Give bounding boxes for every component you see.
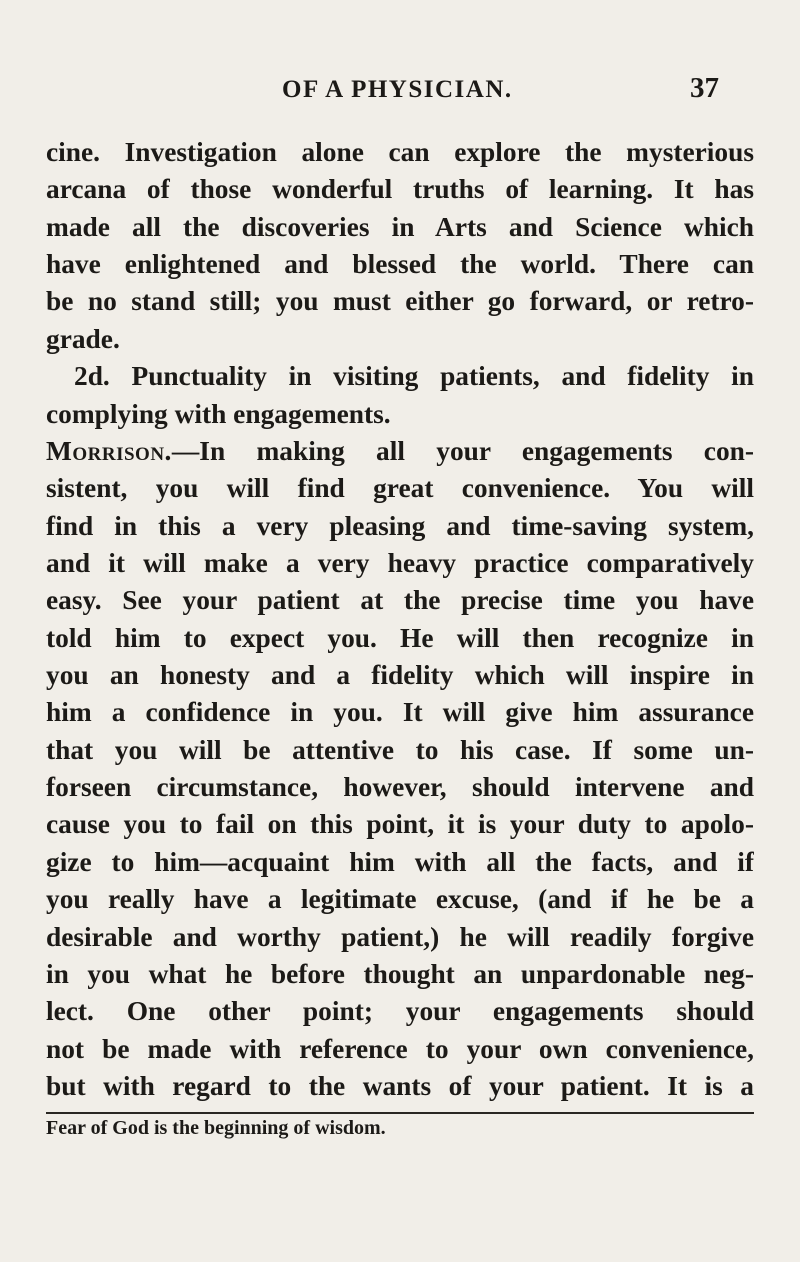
text-line: not be made with reference to your own convenience, [46, 1033, 754, 1064]
text-line: easy. See your patient at the precise time you have [46, 585, 754, 616]
text-line: complying with engagements. [46, 398, 391, 429]
text-line: him a confidence in you. It will give him assurance [46, 697, 754, 728]
text-line: have enlightened and blessed the world. There can [46, 249, 754, 280]
text-line: cause you to fail on this point, it is your duty to apolo- [46, 809, 754, 840]
text-line: you an honesty and a fidelity which will inspire in [46, 660, 754, 691]
text-line: sistent, you will find great convenience. You will [46, 473, 754, 504]
footer-rule [46, 1112, 754, 1114]
text-line: but with regard to the wants of your patient. It is a [46, 1070, 754, 1101]
speaker-text: —In making all your engagements con- [171, 435, 754, 466]
text-line: 2d. Punctuality in visiting patients, and fidelity in [74, 361, 754, 392]
text-line: gize to him—acquaint him with all the facts, and if [46, 846, 754, 877]
footer-motto: Fear of God is the beginning of wisdom. [46, 1117, 386, 1139]
text-line: desirable and worthy patient,) he will readily forgive [46, 921, 754, 952]
text-line: told him to expect you. He will then recognize in [46, 622, 754, 653]
text-line: made all the discoveries in Arts and Science which [46, 211, 754, 242]
page-number: 37 [690, 72, 719, 104]
text-line: and it will make a very heavy practice comparatively [46, 547, 754, 578]
text-line: you really have a legitimate excuse, (and if he be a [46, 884, 754, 915]
text-line: arcana of those wonderful truths of learning. It has [46, 174, 754, 205]
text-line: find in this a very pleasing and time-saving system, [46, 510, 754, 541]
text-line: cine. Investigation alone can explore the mysterious [46, 137, 754, 167]
body-text [46, 134, 754, 1105]
text-line: forseen circumstance, however, should intervene and [46, 772, 754, 803]
text-line: that you will be attentive to his case. If some un- [46, 734, 754, 765]
speaker-name: Morrison. [46, 435, 172, 466]
text-line: in you what he before thought an unpardonable neg- [46, 958, 754, 989]
running-title: OF A PHYSICIAN. [282, 76, 513, 103]
text-line: grade. [46, 323, 120, 354]
running-head [0, 72, 800, 106]
text-line: lect. One other point; your engagements should [46, 996, 754, 1027]
text-line [46, 433, 754, 470]
text-line: be no stand still; you must either go forward, or retro- [46, 286, 754, 317]
